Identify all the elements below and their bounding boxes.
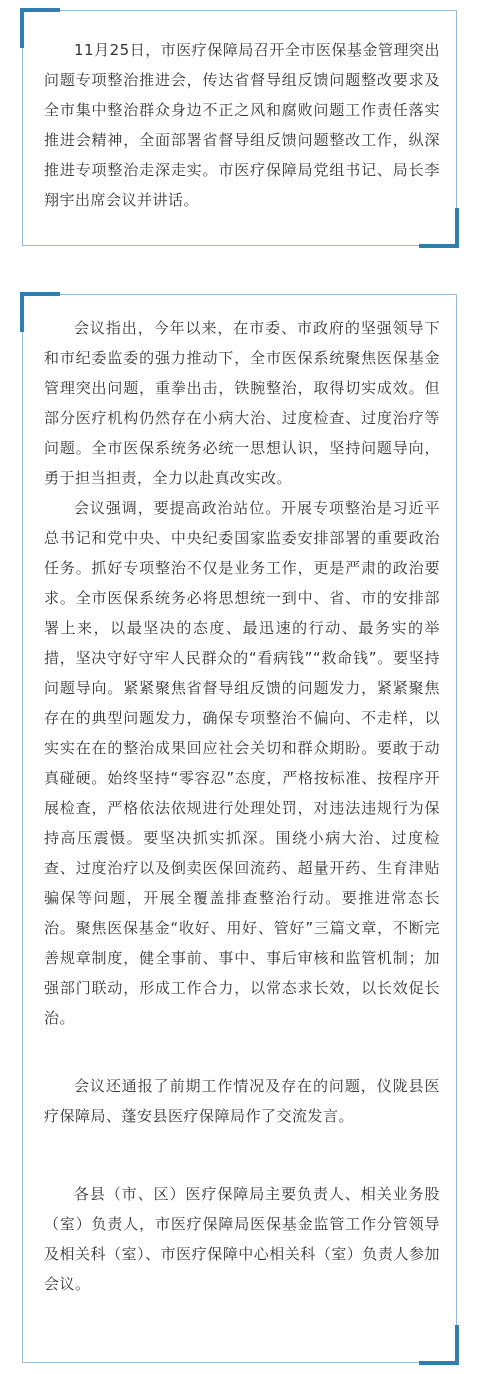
paragraph-meeting-emphasis: 会议强调，要提高政治站位。开展专项整治是习近平总书记和党中央、中央纪委国家监委安排部署的重要政治任务。抓好专项整治不仅是业务工作，更是严肃的政治要求。全市医保系统务必将思想统一到中、省、市的安排部署上来，以最坚决的态度、最迅速的行动、最务实的举措，坚决守好守牢人民群众的“看病钱”“救命钱”。要坚持问题导向。紧紧聚焦省督导组反馈的问题发力，紧紧聚焦存在的典型问题发力，确保专项整治不偏向、不走样，以实实在在的整治成果回应社会关切和群众期盼。要敢于动真碰硬。始终坚持“零容忍”态度，严格按标准、按程序开展检查，严格依法依规进行处理处罚，对违法违规行为保持高压震慑。要坚决抓实抓深。围绕小病大治、过度检查、过度治疗以及倒卖医保回流药、超量开药、生育津贴骗保等问题，开展全覆盖排查整治行动。要推进常态长治。聚焦医保基金“收好、用好、管好”三篇文章，不断完善规章制度，健全事前、事中、事后审核和监管机制；加强部门联动，形成工作合力，以常态求长效，以长效促长治。: [44, 499, 440, 1027]
intro-text: [44, 35, 440, 215]
meeting-details-frame: [22, 294, 457, 1363]
meeting-details-text: [44, 313, 440, 1299]
paragraph-meeting-points: 会议指出，今年以来，在市委、市政府的坚强领导下和市纪委监委的强力推动下，全市医保系统聚焦医保基金管理突出问题，重拳出击，铁腕整治，取得切实成效。但部分医疗机构仍然存在小病大治、过度检查、过度治疗等问题。全市医保系统务必统一思想认识，坚持问题导向，勇于担当担责，全力以赴真改实改。: [44, 319, 440, 487]
paragraph-meeting-report: 会议还通报了前期工作情况及存在的问题，仪陇县医疗保障局、蓬安县医疗保障局作了交流发言。: [44, 1077, 440, 1125]
intro-paragraph: 11月25日，市医疗保障局召开全市医保基金管理突出问题专项整治推进会，传达省督导组反馈问题整改要求及全市集中整治群众身边不正之风和腐败问题工作责任落实推进会精神，全面部署省督导组反馈问题整改工作，纵深推进专项整治走深走实。市医疗保障局党组书记、局长李翔宇出席会议并讲话。: [44, 41, 440, 209]
intro-frame: [22, 10, 457, 246]
paragraph-attendees: 各县（市、区）医疗保障局主要负责人、相关业务股（室）负责人，市医疗保障局医保基金监管工作分管领导及相关科（室）、市医疗保障中心相关科（室）负责人参加会议。: [44, 1185, 440, 1293]
frame-corner-bottom-right: [419, 1325, 459, 1365]
